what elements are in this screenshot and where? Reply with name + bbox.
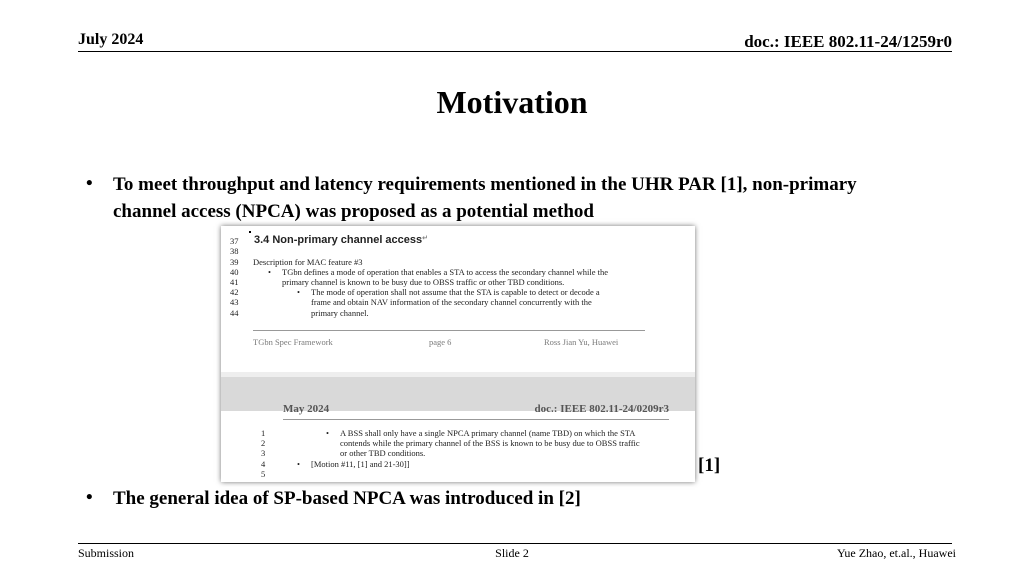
figure-item2-line1: The mode of operation shall not assume that the STA is capable to detect or decode a — [311, 287, 600, 297]
figure-bullet: • — [297, 459, 300, 469]
figure-line-number: 41 — [230, 277, 239, 287]
slide-title: Motivation — [436, 84, 588, 120]
spec-excerpt-figure — [221, 226, 695, 482]
header-date: July 2024 — [78, 31, 144, 48]
figure-line-number: 42 — [230, 287, 239, 297]
figure-line-number: 2 — [261, 438, 266, 448]
figure-bullet: • — [326, 428, 329, 438]
figure-line-number: 5 — [261, 469, 266, 479]
figure-item1-line1: TGbn defines a mode of operation that enables a STA to access the secondary channel while the — [282, 267, 608, 277]
figure-line-number: 1 — [261, 428, 266, 438]
figure-item2-line2: frame and obtain NAV information of the secondary channel concurrently with the — [311, 297, 592, 307]
figure-page1-footer-center: page 6 — [429, 337, 452, 347]
header-rule — [78, 51, 952, 52]
bullet-marker-1: • — [86, 173, 93, 194]
figure-bullet: • — [268, 267, 271, 277]
figure-page1-footer-rule — [253, 330, 645, 331]
figure-line-number: 44 — [230, 308, 239, 318]
figure-description: Description for MAC feature #3 — [253, 257, 363, 267]
figure-page2-item1-line1: A BSS shall only have a single NPCA primary channel (name TBD) on which the STA — [340, 428, 636, 438]
footer-submission: Submission — [78, 546, 135, 560]
figure-line-number: 3 — [261, 448, 266, 458]
figure-line-number: 39 — [230, 257, 239, 267]
footer-rule — [78, 543, 952, 544]
figure-bullet: • — [297, 287, 300, 297]
figure-page2-item1-line3: or other TBD conditions. — [340, 448, 426, 458]
figure-page1-footer-right: Ross Jian Yu, Huawei — [544, 337, 619, 347]
figure-line-number: 37 — [230, 236, 239, 246]
figure-page2-doc-id: doc.: IEEE 802.11-24/0209r3 — [534, 403, 669, 415]
figure-marker-dot — [249, 231, 251, 233]
bullet-text-1: To meet throughput and latency requirements mentioned in the UHR PAR [1], non-primary channel access (NPCA) was proposed as a potential method — [113, 174, 857, 222]
figure-page2-item1-line2: contends while the primary channel of the BSS is known to be busy due to OBSS traffic — [340, 438, 640, 448]
figure-item1-line2: primary channel is known to be busy due to OBSS traffic or other TBD conditions. — [282, 277, 565, 287]
bullet-text-2: The general idea of SP-based NPCA was introduced in [2] — [113, 488, 581, 509]
figure-page1-footer-left: TGbn Spec Framework — [253, 337, 333, 347]
figure-page2-header-rule — [283, 419, 669, 420]
figure-line-number: 38 — [230, 246, 239, 256]
footer-author: Yue Zhao, et.al., Huawei — [837, 546, 956, 560]
figure-item2-line3: primary channel. — [311, 308, 369, 318]
figure-line-number: 40 — [230, 267, 239, 277]
figure-line-number: 4 — [261, 459, 266, 469]
figure-reference: [1] — [698, 455, 721, 476]
bullet-marker-2: • — [86, 487, 93, 508]
header-doc-id: doc.: IEEE 802.11-24/1259r0 — [744, 32, 952, 51]
figure-page2-item2: [Motion #11, [1] and 21-30]] — [311, 459, 410, 469]
figure-line-number: 43 — [230, 297, 239, 307]
footer-slide-number: Slide 2 — [495, 546, 529, 560]
figure-page2-date: May 2024 — [283, 403, 330, 415]
figure-section-heading: 3.4 Non-primary channel access ↵ — [254, 234, 429, 246]
